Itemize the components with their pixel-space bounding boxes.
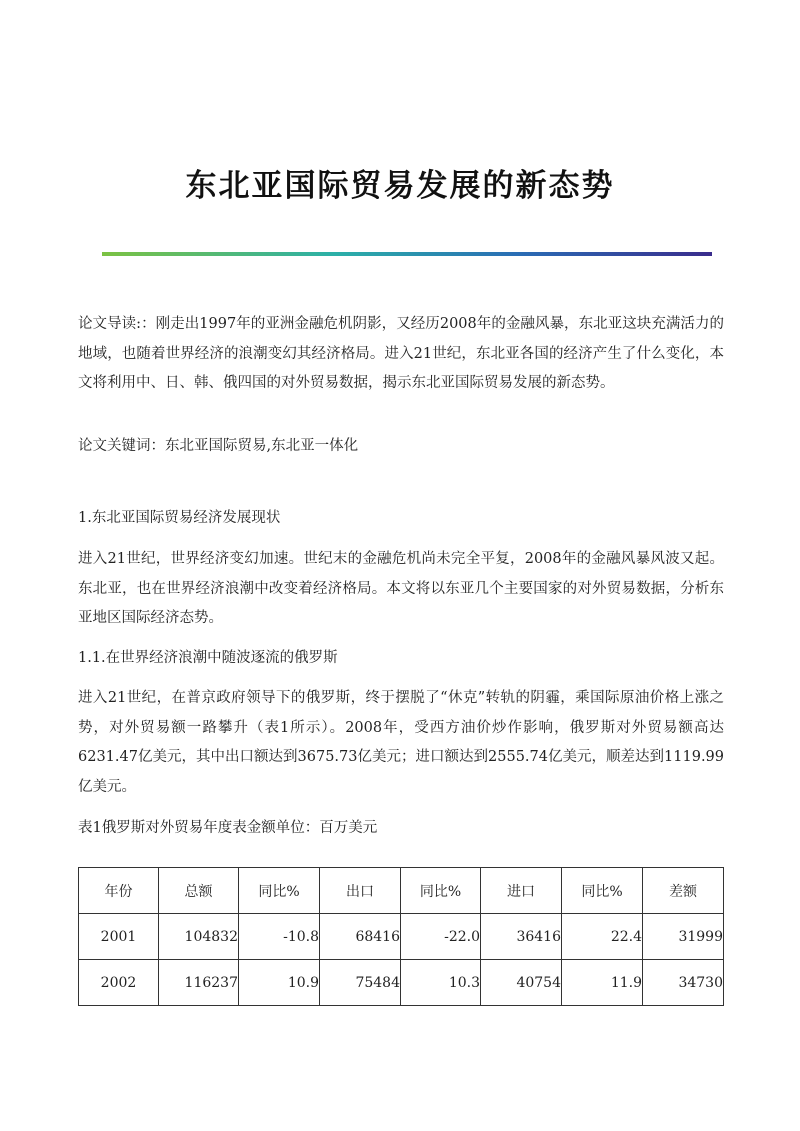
cell-total-yoy: 10.9 [239,960,320,1006]
header-year: 年份 [79,868,159,914]
cell-balance: 31999 [643,914,724,960]
russia-trade-table [78,867,724,1006]
table-caption [78,814,724,844]
cell-total-yoy: -10.8 [239,914,320,960]
header-import: 进口 [481,868,562,914]
cell-total: 116237 [159,960,239,1006]
table-row [79,914,724,960]
cell-balance: 34730 [643,960,724,1006]
section-1-1-text: 进入21世纪，在普京政府领导下的俄罗斯，终于摆脱了“休克”转轨的阴霾，乘国际原油价格上涨之势，对外贸易额一路攀升（表1所示）。2008年，受西方油价炒作影响，俄罗斯对外贸易额高达6231.47亿美元，其中出口额达到3675.73亿美元；进口额达到2555.74亿美元，顺差达到1119.99亿美元。 [78,690,724,795]
header-total-yoy: 同比% [239,868,320,914]
header-export-yoy: 同比% [401,868,481,914]
cell-year: 2001 [79,914,159,960]
section-1-paragraph [78,545,724,634]
cell-year: 2002 [79,960,159,1006]
section-1-heading-text: 1.东北亚国际贸易经济发展现状 [78,510,281,526]
table-row [79,960,724,1006]
table-caption-text: 表1俄罗斯对外贸易年度表金额单位：百万美元 [78,820,378,836]
document-title: 东北亚国际贸易发展的新态势 [185,168,615,204]
title-divider [102,252,712,256]
section-1-text: 进入21世纪，世界经济变幻加速。世纪末的金融危机尚未完全平复，2008年的金融风暴风波又起。东北亚，也在世界经济浪潮中改变着经济格局。本文将以东亚几个主要国家的对外贸易数据，分析东亚地区国际经济态势。 [78,551,724,626]
header-balance: 差额 [643,868,724,914]
header-export: 出口 [320,868,401,914]
header-import-yoy: 同比% [562,868,643,914]
cell-export-yoy: -22.0 [401,914,481,960]
cell-total: 104832 [159,914,239,960]
keywords-text: 论文关键词：东北亚国际贸易,东北亚一体化 [78,438,359,454]
cell-import: 36416 [481,914,562,960]
cell-export: 75484 [320,960,401,1006]
section-1-1-heading-text: 1.1.在世界经济浪潮中随波逐流的俄罗斯 [78,650,338,666]
cell-import-yoy: 22.4 [562,914,643,960]
abstract-paragraph [78,310,724,399]
section-1-heading [78,504,724,534]
cell-import: 40754 [481,960,562,1006]
cell-import-yoy: 11.9 [562,960,643,1006]
cell-export-yoy: 10.3 [401,960,481,1006]
abstract-text: 论文导读:：刚走出1997年的亚洲金融危机阴影，又经历2008年的金融风暴，东北亚这块充满活力的地域，也随着世界经济的浪潮变幻其经济格局。进入21世纪，东北亚各国的经济产生了什么变化，本文将利用中、日、韩、俄四国的对外贸易数据，揭示东北亚国际贸易发展的新态势。 [78,316,724,391]
section-1-1-heading [78,644,724,674]
table-header-row [79,868,724,914]
keywords-line [78,432,724,462]
cell-export: 68416 [320,914,401,960]
section-1-1-paragraph [78,684,724,802]
header-total: 总额 [159,868,239,914]
